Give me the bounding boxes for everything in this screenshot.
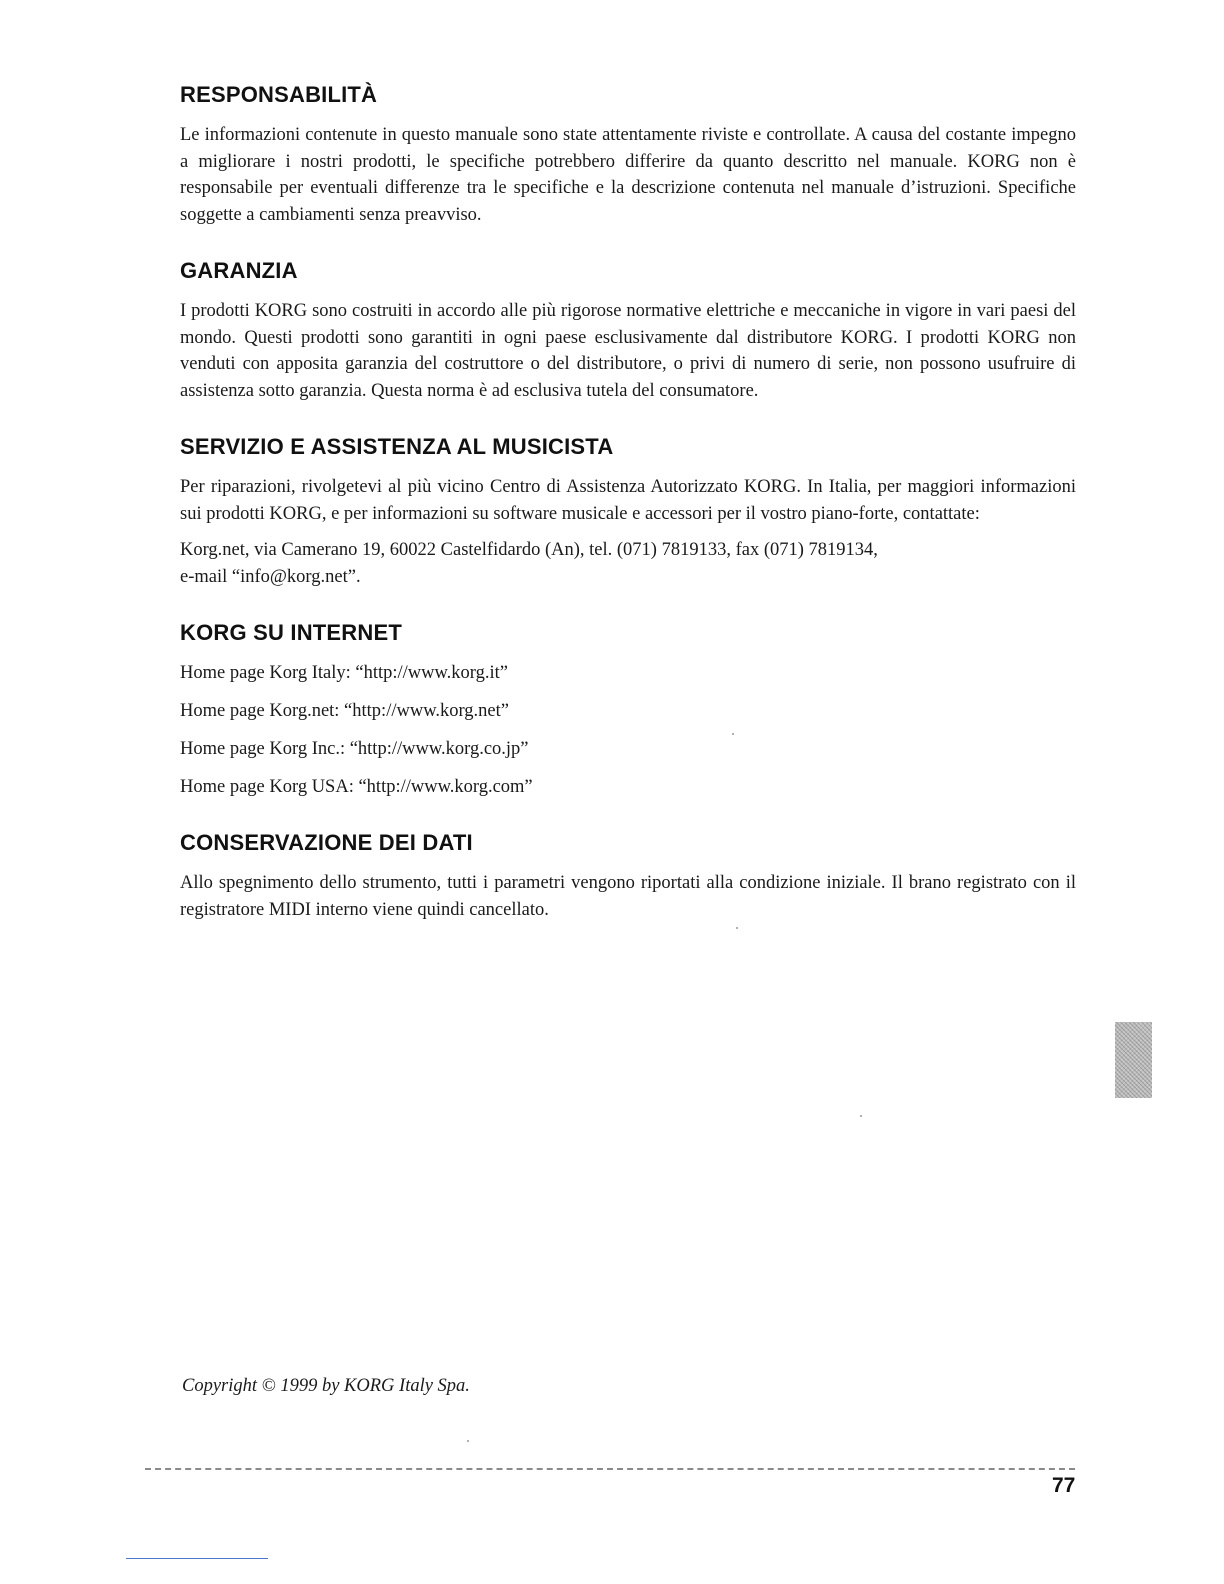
section-korg-internet [180,620,1076,800]
chapter-thumb-tab [1115,1022,1152,1098]
section-title: GARANZIA [180,258,298,283]
page-content [180,82,1076,953]
homepage-korg-italy: Home page Korg Italy: “http://www.korg.it” [180,663,508,683]
scan-speck [736,927,738,929]
section-conservazione [180,830,1076,923]
scan-speck [732,733,734,735]
section-title: SERVIZIO E ASSISTENZA AL MUSICISTA [180,434,614,459]
page-number: 77 [1052,1474,1076,1497]
bottom-edge-line [126,1558,268,1559]
section-servizio [180,434,1076,590]
contact-email: e-mail “info@korg.net”. [180,566,361,587]
homepage-korg-net: Home page Korg.net: “http://www.korg.net” [180,701,509,721]
section-paragraph: Le informazioni contenute in questo manuale sono state attentamente riviste e controllate. A causa del costante impegno a migliorare i nostri prodotti, le specifiche potrebbero differire da quanto descritto nel manuale. KORG non è responsabile per eventuali differenze tra le specifiche e la descrizione contenuta nel manuale d’istruzioni. Specifiche soggette a cambiamenti senza preavviso. [180,125,1076,225]
homepage-korg-inc: Home page Korg Inc.: “http://www.korg.co.jp” [180,739,529,759]
section-responsabilita [180,82,1076,228]
copyright-notice: Copyright © 1999 by KORG Italy Spa. [182,1376,470,1396]
section-title: RESPONSABILITÀ [180,82,378,107]
homepage-korg-usa: Home page Korg USA: “http://www.korg.com” [180,777,533,797]
section-title: CONSERVAZIONE DEI DATI [180,830,473,855]
contact-address: Korg.net, via Camerano 19, 60022 Castelfidardo (An), tel. (071) 7819133, fax (071) 7819134, [180,540,878,560]
scan-speck [860,1115,862,1117]
footer-divider [145,1468,1075,1470]
section-garanzia [180,258,1076,404]
section-title: KORG SU INTERNET [180,620,402,645]
section-paragraph: I prodotti KORG sono costruiti in accordo alle più rigorose normative elettriche e meccaniche in vigore in vari paesi del mondo. Questi prodotti sono garantiti in ogni paese esclusivamente dal distributore KORG. I prodotti KORG non venduti con apposita garanzia del costruttore o del distributore, o privi di numero di serie, non possono usufruire di assistenza sotto garanzia. Questa norma è ad esclusiva tutela del consumatore. [180,301,1076,401]
scan-speck [467,1440,469,1442]
section-paragraph: Allo spegnimento dello strumento, tutti i parametri vengono riportati alla condizione iniziale. Il brano registrato con il registratore MIDI interno viene quindi cancellato. [180,873,1076,920]
section-paragraph: Per riparazioni, rivolgetevi al più vicino Centro di Assistenza Autorizzato KORG. In Italia, per maggiori informazioni sui prodotti KORG, e per informazioni su software musicale e accessori per il vostro piano-forte, contattate: [180,477,1076,524]
